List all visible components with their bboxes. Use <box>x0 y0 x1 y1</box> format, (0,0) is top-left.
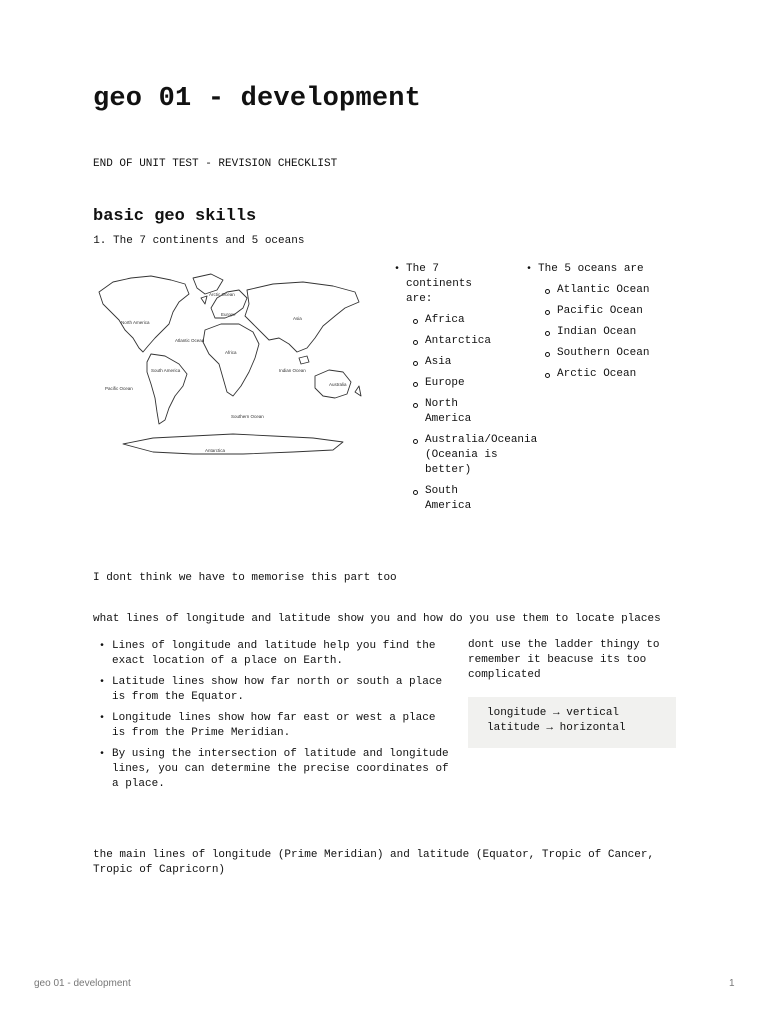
oceans-list-item <box>525 262 685 382</box>
oceans-intro: • The 5 oceans are <box>538 263 644 275</box>
page-title: geo 01 - development <box>93 84 422 114</box>
greenland-outline <box>193 274 223 294</box>
map-label: Pacific Ocean <box>105 386 133 391</box>
asia-outline <box>245 282 359 352</box>
map-label: South America <box>151 368 181 373</box>
ocean-item: Pacific Ocean <box>538 304 685 319</box>
ocean-item: Atlantic Ocean <box>538 283 685 298</box>
islands-outline <box>201 296 361 396</box>
continent-item: Europe <box>406 376 543 391</box>
continent-item: South America <box>406 484 475 514</box>
continents-column <box>393 262 543 520</box>
ocean-item: Arctic Ocean <box>538 367 685 382</box>
africa-outline <box>203 324 259 396</box>
map-label: Australia <box>329 382 347 387</box>
continents-list-item <box>393 262 543 514</box>
continent-item: Africa <box>406 313 543 328</box>
main-lines-text: the main lines of longitude (Prime Meridian) and latitude (Equator, Tropic of Cancer, Tropic of Capricorn) <box>93 849 655 876</box>
ordered-list <box>93 234 304 249</box>
map-label: Arctic Ocean <box>209 292 235 297</box>
continent-item: Antarctica <box>406 334 543 349</box>
code-line: longitude → vertical <box>487 707 620 719</box>
lines-bullet: • Lines of longitude and latitude help you find the exact location of a place on Earth. <box>93 639 449 669</box>
memorise-note: I dont think we have to memorise this part too <box>93 572 397 584</box>
code-line: latitude → horizontal <box>487 722 626 734</box>
map-label: Atlantic Ocean <box>175 338 205 343</box>
lines-bullet-list <box>93 639 449 798</box>
footer-title: geo 01 - development <box>34 978 131 989</box>
page-number: 1 <box>729 978 735 989</box>
lines-bullet: • Latitude lines show how far north or south a place is from the Equator. <box>93 675 449 705</box>
continents-intro: • The 7 continents are: <box>406 263 473 305</box>
map-label: Africa <box>225 350 237 355</box>
antarctica-outline <box>123 434 343 454</box>
ladder-note: dont use the ladder thingy to remember it beacuse its too complicated <box>468 639 660 681</box>
code-block <box>468 697 676 748</box>
map-label: Southern Ocean <box>231 414 264 419</box>
section-heading: basic geo skills <box>93 207 257 226</box>
map-label: Europe <box>221 312 236 317</box>
lines-bullet: • By using the intersection of latitude and longitude lines, you can determine the precise coordinates of a place. <box>93 747 449 792</box>
page-subtitle: END OF UNIT TEST - REVISION CHECKLIST <box>93 158 338 170</box>
continent-item: North America <box>406 397 475 427</box>
map-label: North America <box>121 320 150 325</box>
ocean-item: Indian Ocean <box>538 325 685 340</box>
map-label: Antarctica <box>205 448 226 453</box>
continent-item: Asia <box>406 355 543 370</box>
ocean-item: Southern Ocean <box>538 346 685 361</box>
lines-bullet: • Longitude lines show how far east or west a place is from the Prime Meridian. <box>93 711 449 741</box>
question-text: what lines of longitude and latitude show you and how do you use them to locate places <box>93 613 661 625</box>
map-label: Asia <box>293 316 302 321</box>
oceans-column <box>525 262 685 388</box>
south-america-outline <box>147 354 187 424</box>
world-map-icon <box>93 268 367 462</box>
continent-item: Australia/Oceania (Oceania is better) <box>406 433 520 478</box>
map-label: Indian Ocean <box>279 368 306 373</box>
ordered-list-item: 1. The 7 continents and 5 oceans <box>113 234 304 249</box>
